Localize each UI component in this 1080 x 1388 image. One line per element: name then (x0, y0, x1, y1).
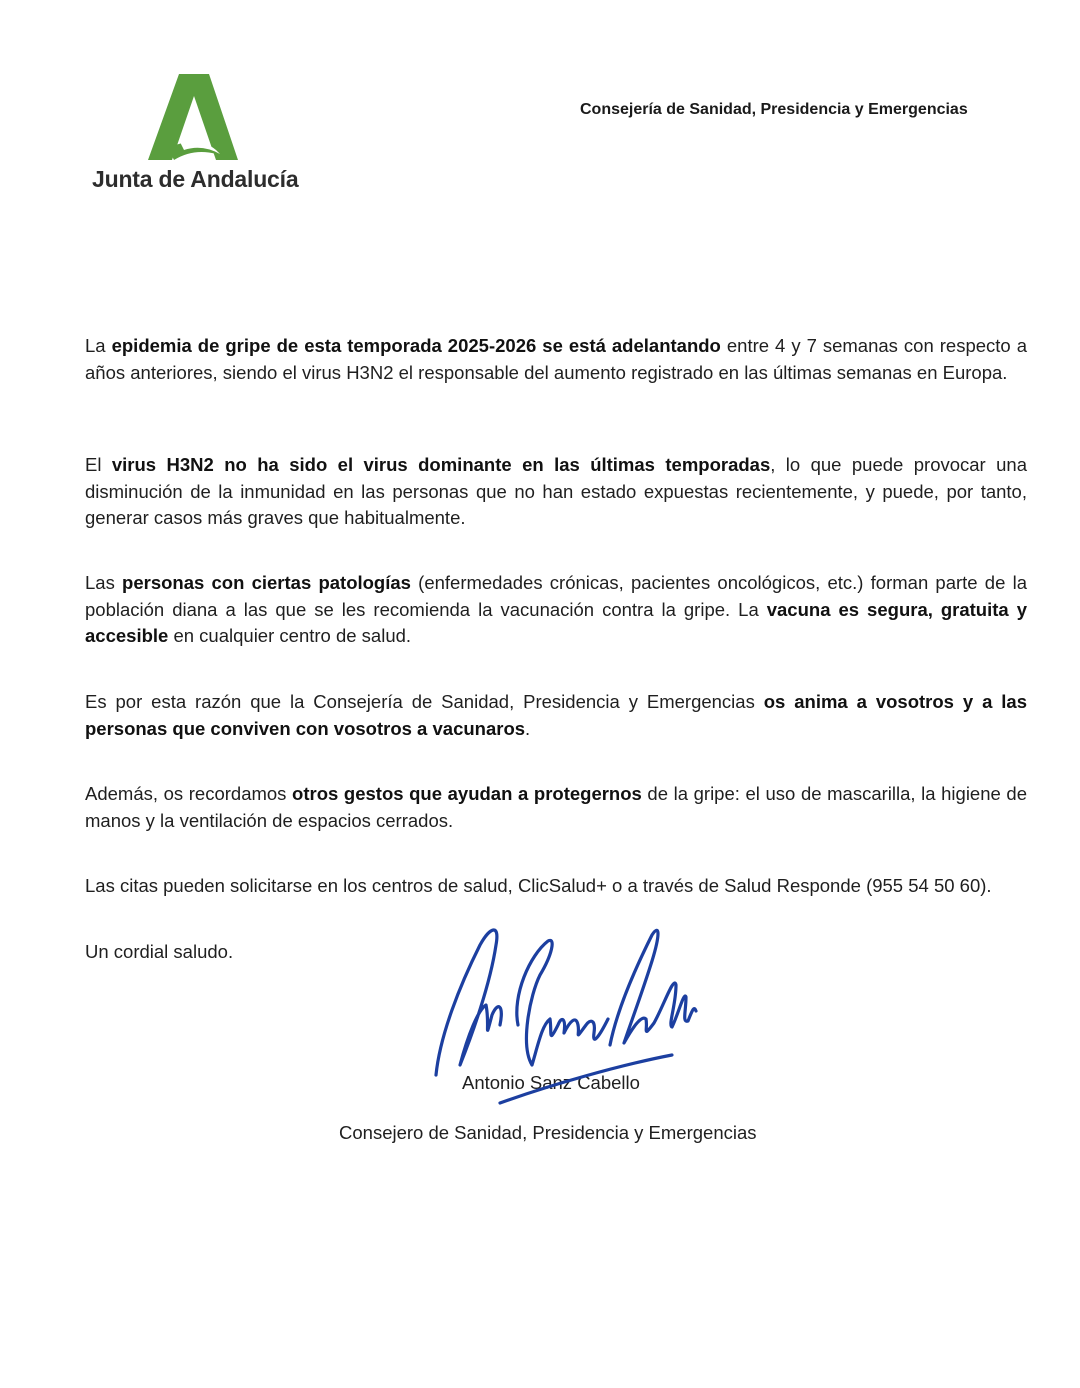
handwritten-signature-icon (420, 915, 710, 1115)
paragraph-pathologies: Las personas con ciertas patologías (enfermedades crónicas, pacientes oncológicos, etc.) forman parte de la población diana a las que se les recomienda la vacunación contra la gripe. La vacuna es segura, gratuita y accesible en cualquier centro de salud. (85, 572, 1027, 646)
logo-text: Junta de Andalucía (92, 166, 299, 192)
paragraph-prevention: Además, os recordamos otros gestos que ayudan a protegernos de la gripe: el uso de mascarilla, la higiene de manos y la ventilación de espacios cerrados. (85, 783, 1027, 831)
greeting: Un cordial saludo. (85, 941, 234, 962)
department-header: Consejería de Sanidad, Presidencia y Emergencias (580, 101, 968, 118)
paragraph-h3n2: El virus H3N2 no ha sido el virus dominante en las últimas temporadas, lo que puede provocar una disminución de la inmunidad en las personas que no han estado expuestas recientemente, y puede, por tanto, generar casos más graves que habitualmente. (85, 454, 1027, 528)
junta-andalucia-logo (88, 70, 308, 200)
paragraph-encouragement: Es por esta razón que la Consejería de Sanidad, Presidencia y Emergencias os anima a vosotros y a las personas que conviven con vosotros a vacunaros. (85, 691, 1027, 739)
signer-title: Consejero de Sanidad, Presidencia y Emergencias (339, 1122, 757, 1143)
paragraph-epidemic: La epidemia de gripe de esta temporada 2025-2026 se está adelantando entre 4 y 7 semanas con respecto a años anteriores, siendo el virus H3N2 el responsable del aumento registrado en las últimas semanas en Europa. (85, 335, 1028, 383)
paragraph-appointments: Las citas pueden solicitarse en los centros de salud, ClicSalud+ o a través de Salud Responde (955 54 50 60). (85, 875, 992, 896)
signer-name: Antonio Sanz Cabello (462, 1072, 640, 1093)
junta-andalucia-logo-icon (144, 74, 244, 166)
